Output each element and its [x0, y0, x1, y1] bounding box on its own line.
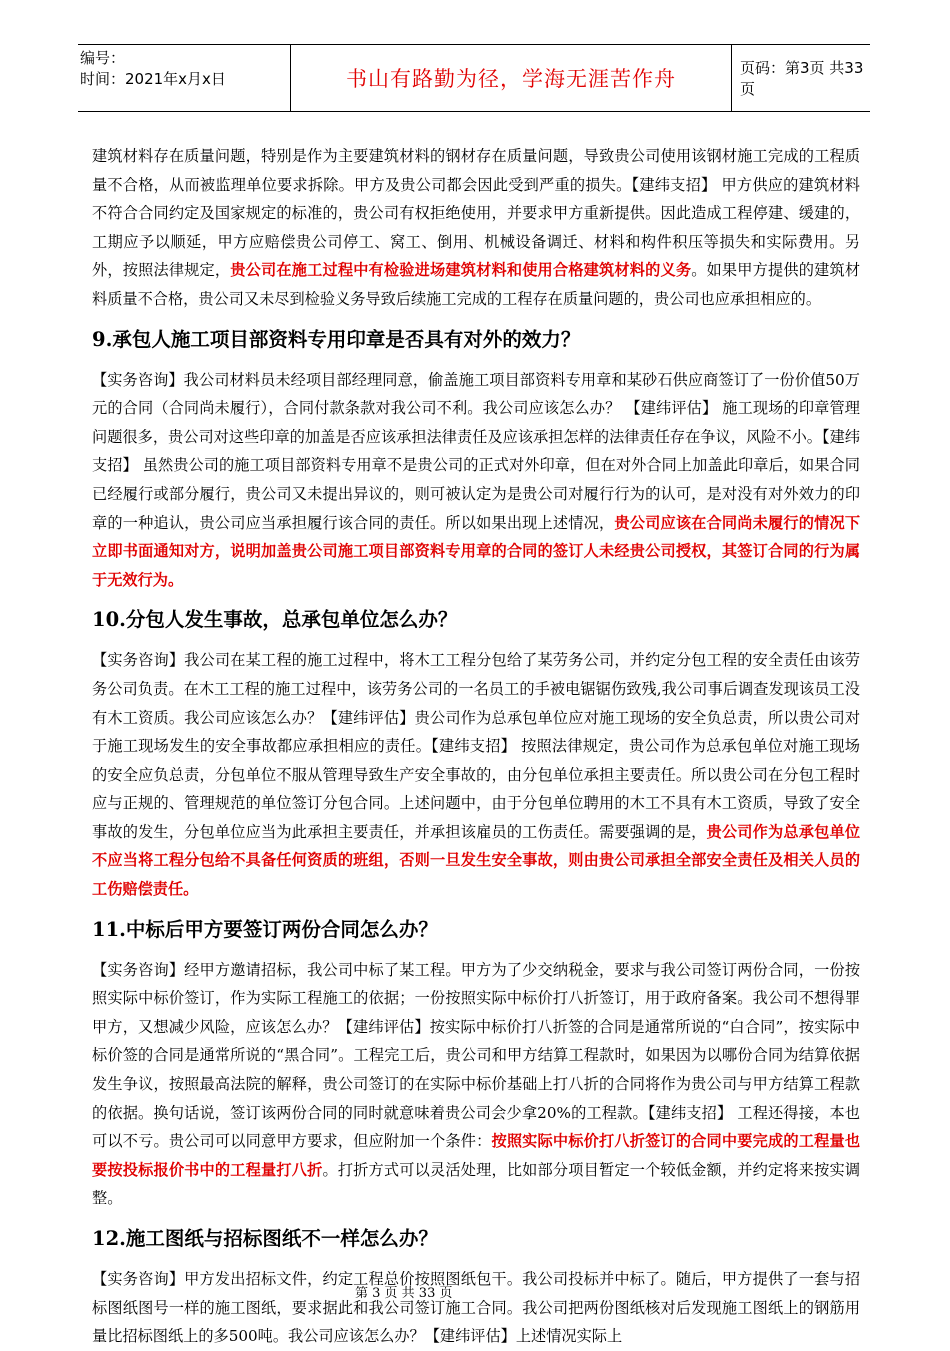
highlighted-text: 按照实际中标价打八折签订的合同中要完成的工程量也要按投标报价书中的工程量打八折	[92, 1132, 861, 1179]
section-heading: 10.分包人发生事故，总承包单位怎么办？	[92, 608, 458, 632]
header-motto-cell	[290, 45, 732, 111]
document-date: 时间：2021年x月x日	[80, 70, 226, 88]
section-paragraph	[92, 1265, 860, 1351]
section-paragraph	[92, 366, 860, 595]
highlighted-text: 贵公司在施工过程中有检验进场建筑材料和使用合格建筑材料的义务	[230, 261, 692, 280]
section-paragraph	[92, 956, 860, 1213]
page-footer	[0, 1282, 950, 1301]
page-header	[78, 44, 870, 112]
footer-page-number: 第 3 页 共 33 页	[355, 1286, 453, 1301]
section-heading: 9.承包人施工项目部资料专用印章是否具有对外的效力？	[92, 327, 581, 351]
section-paragraph	[92, 646, 860, 903]
section-heading: 11.中标后甲方要签订两份合同怎么办？	[92, 917, 438, 941]
section-paragraph	[92, 142, 860, 314]
page-info-text: 页码：第3页 共33页	[740, 59, 864, 98]
header-page-info	[730, 45, 870, 111]
highlighted-text: 贵公司作为总承包单位不应当将工程分包给不具备任何资质的班组，否则一旦发生安全事故，则由贵公司承担全部安全责任及相关人员的工伤赔偿责任。	[92, 822, 861, 899]
body-text: 【实务咨询】经甲方邀请招标，我公司中标了某工程。甲方为了少交纳税金，要求与我公司签订两份合同，一份按照实际中标价签订，作为实际工程施工的依据；一份按照实际中标价打八折签订，用于政府备案。我公司不想得罪甲方，又想减少风险，应该怎么办？【建纬评估】按实际中标价打八折签的合同是通常所说的“白合同”，按实际中标价签的合同是通常所说的“黑合同”。工程完工后，贵公司和甲方结算工程款时，如果因为以哪份合同为结算依据发生争议，按照最高法院的解释，贵公司签订的在实际中标价基础上打八折的合同将作为贵公司与甲方结算工程款的依据。换句话说，签订该两份合同的同时就意味着贵公司会少拿20%的工程款。【建纬支招】 工程还得接，本也可以不亏。贵公司可以同意甲方要求，但应附加一个条件：	[92, 960, 860, 1151]
header-motto: 书山有路勤为径，学海无涯苦作舟	[346, 67, 676, 91]
section-heading: 12.施工图纸与招标图纸不一样怎么办？	[92, 1227, 438, 1250]
body-text: 建筑材料存在质量问题，特别是作为主要建筑材料的钢材存在质量问题，导致贵公司使用该钢材施工完成的工程质量不合格，从而被监理单位要求拆除。甲方及贵公司都会因此受到严重的损失。【建纬支招】 甲方供应的建筑材料不符合合同约定及国家规定的标准的，贵公司有权拒绝使用，并要求甲方重新提供。因此造成工程停建、缓建的，工期应予以顺延，甲方应赔偿贵公司停工、窝工、倒用、机械设备调迁、材料和构件积压等损失和实际费用。另外，按照法律规定，	[92, 147, 860, 280]
body-text: 【实务咨询】我公司在某工程的施工过程中，将木工工程分包给了某劳务公司，并约定分包工程的安全责任由该劳务公司负责。在木工工程的施工过程中，该劳务公司的一名员工的手被电锯锯伤致残,我公司事后调查发现该员工没有木工资质。我公司应该怎么办？【建纬评估】贵公司作为总承包单位应对施工现场的安全负总责，所以贵公司对于施工现场发生的安全事故都应承担相应的责任。【建纬支招】 按照法律规定，贵公司作为总承包单位对施工现场的安全应负总责，分包单位不服从管理导致生产安全事故的，由分包单位承担主要责任。所以贵公司在分包工程时应与正规的、管理规范的单位签订分包合同。上述问题中，由于分包单位聘用的木工不具有木工资质，导致了安全事故的发生，分包单位应当为此承担主要责任，并承担该雇员的工伤责任。需要强调的是，	[92, 651, 860, 841]
body-text: 。如果甲方提供的建筑材料质量不合格，贵公司又未尽到检验义务导致后续施工完成的工程存在质量问题的，贵公司也应承担相应的。	[92, 261, 861, 308]
highlighted-text: 贵公司应该在合同尚未履行的情况下立即书面通知对方，说明加盖贵公司施工项目部资料专用章的合同的签订人未经贵公司授权，其签订合同的行为属于无效行为。	[92, 513, 861, 589]
document-number-label: 编号：	[80, 49, 126, 67]
body-text: 。打折方式可以灵活处理，比如部分项目暂定一个较低金额，并约定将来按实调整。	[92, 1160, 861, 1208]
document-body	[92, 142, 860, 1351]
header-meta	[78, 45, 292, 111]
body-text: 【实务咨询】甲方发出招标文件，约定工程总价按照图纸包干。我公司投标并中标了。随后，甲方提供了一套与招标图纸图号一样的施工图纸，要求据此和我公司签订施工合同。我公司把两份图纸核对后发现施工图纸上的钢筋用量比招标图纸上的多500吨。我公司应该怎么办？【建纬评估】上述情况实际上	[92, 1270, 860, 1346]
body-text: 【实务咨询】我公司材料员未经项目部经理同意，偷盖施工项目部资料专用章和某砂石供应商签订了一份价值50万元的合同（合同尚未履行），合同付款条款对我公司不利。我公司应该怎么办？ 【建纬评估】 施工现场的印章管理问题很多，贵公司对这些印章的加盖是否应该承担法律责任及应该承担怎样的法律责任存在争议，风险不小。【建纬支招】 虽然贵公司的施工项目部资料专用章不是贵公司的正式对外印章，但在对外合同上加盖此印章后，如果合同已经履行或部分履行，贵公司又未提出异议的，则可被认定为是贵公司对履行行为的认可，是对没有对外效力的印章的一种追认，贵公司应当承担履行该合同的责任。所以如果出现上述情况，	[92, 370, 860, 532]
